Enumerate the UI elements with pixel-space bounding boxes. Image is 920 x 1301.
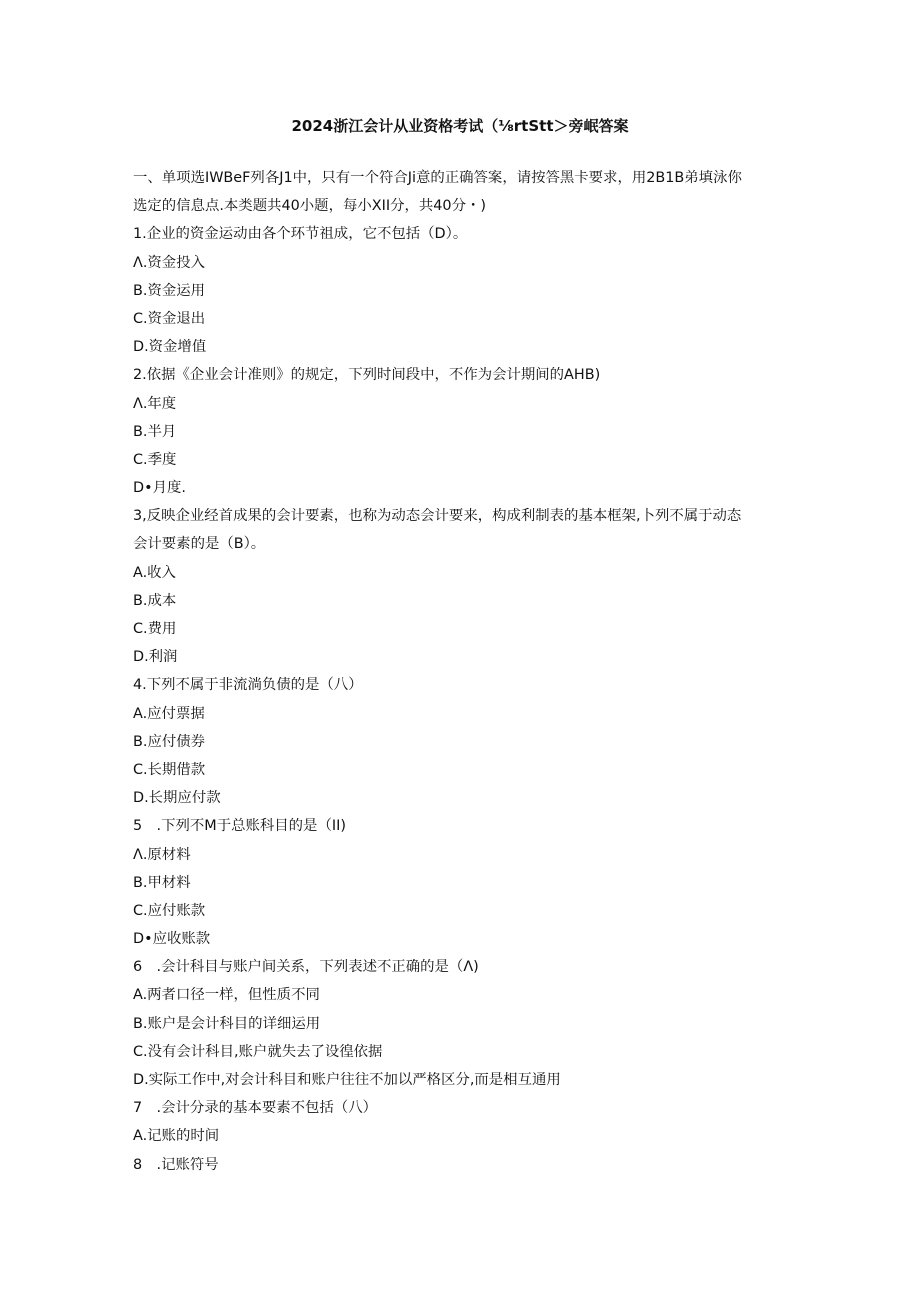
document-title: 2024浙江会计从业资格考试（⅛rtStt＞旁岷答案	[291, 117, 629, 135]
question-3-option-d: D.利润	[133, 649, 178, 666]
question-6-option-c: C.没有会计科目,账户就失去了设徨依据	[133, 1043, 383, 1060]
question-3-option-c: C.费用	[133, 621, 177, 637]
question-7: 7 .会计分录的基本要素不包括（八）	[133, 1100, 377, 1117]
question-5-option-b: B.甲材料	[133, 874, 191, 891]
instruction-line-2: 选定的信息点.本类题共40小题，每小XII分，共40分・)	[133, 198, 486, 215]
question-4: 4.下列不属于非流淌负债的是（八）	[133, 677, 363, 694]
question-2-option-d: D•月度.	[133, 480, 186, 497]
question-3-line-2: 会计要素的是（B）。	[133, 536, 266, 553]
question-8: 8 .记账符号	[133, 1156, 219, 1173]
question-1-option-a: Λ.资金投入	[133, 254, 205, 271]
question-6-option-d: D.实际工作中,对会计科目和账户往往不加以严格区分,而是相互通用	[133, 1072, 561, 1088]
question-6-option-b: B.账户是会计科目的详细运用	[133, 1015, 321, 1032]
question-4-option-a: A.应付票据	[133, 705, 205, 722]
question-4-option-d: D.长期应付款	[133, 790, 221, 807]
question-3-option-a: A.收入	[133, 564, 176, 581]
question-4-option-c: C.长期借款	[133, 761, 206, 778]
question-5-option-d: D•应收账款	[133, 931, 211, 948]
question-1: 1.企业的资金运动由各个环节祖成，它不包括（D）。	[133, 226, 468, 243]
document-body	[133, 164, 793, 1179]
instruction-line-1: 一、单项选IWBeF列各J1中，只有一个符合Ji意的正确答案，请按答黑卡要求，用2B1B弟填泳你	[133, 170, 742, 186]
question-5: 5 .下列不M于总账科目的是（II)	[133, 818, 346, 835]
question-1-option-d: D.资金增值	[133, 339, 207, 356]
question-3-line-1: 3,反映企业经首成果的会计要素，也称为动态会计要来，构成利制表的基本框架,卜列不属于动态	[133, 508, 742, 525]
question-1-option-b: B.资金运用	[133, 282, 206, 299]
question-5-option-c: C.应付账款	[133, 902, 206, 919]
question-2-option-a: Λ.年度	[133, 395, 177, 412]
question-4-option-b: B.应付债券	[133, 733, 206, 750]
question-5-option-a: Λ.原材料	[133, 846, 191, 863]
question-6: 6 .会计科目与账户间关系，下列表述不正确的是（Λ)	[133, 959, 479, 976]
question-3-option-b: B.成本	[133, 592, 177, 609]
question-2: 2.依据《企业会计准则》的规定，下列时间段中，不作为会计期间的AHB)	[133, 367, 601, 384]
question-6-option-a: A.两者口径一样，但性质不同	[133, 987, 320, 1004]
question-2-option-b: B.半月	[133, 423, 177, 440]
question-7-option-a: A.记账的时间	[133, 1128, 220, 1145]
question-2-option-c: C.季度	[133, 451, 177, 468]
question-1-option-c: C.资金退出	[133, 310, 206, 327]
